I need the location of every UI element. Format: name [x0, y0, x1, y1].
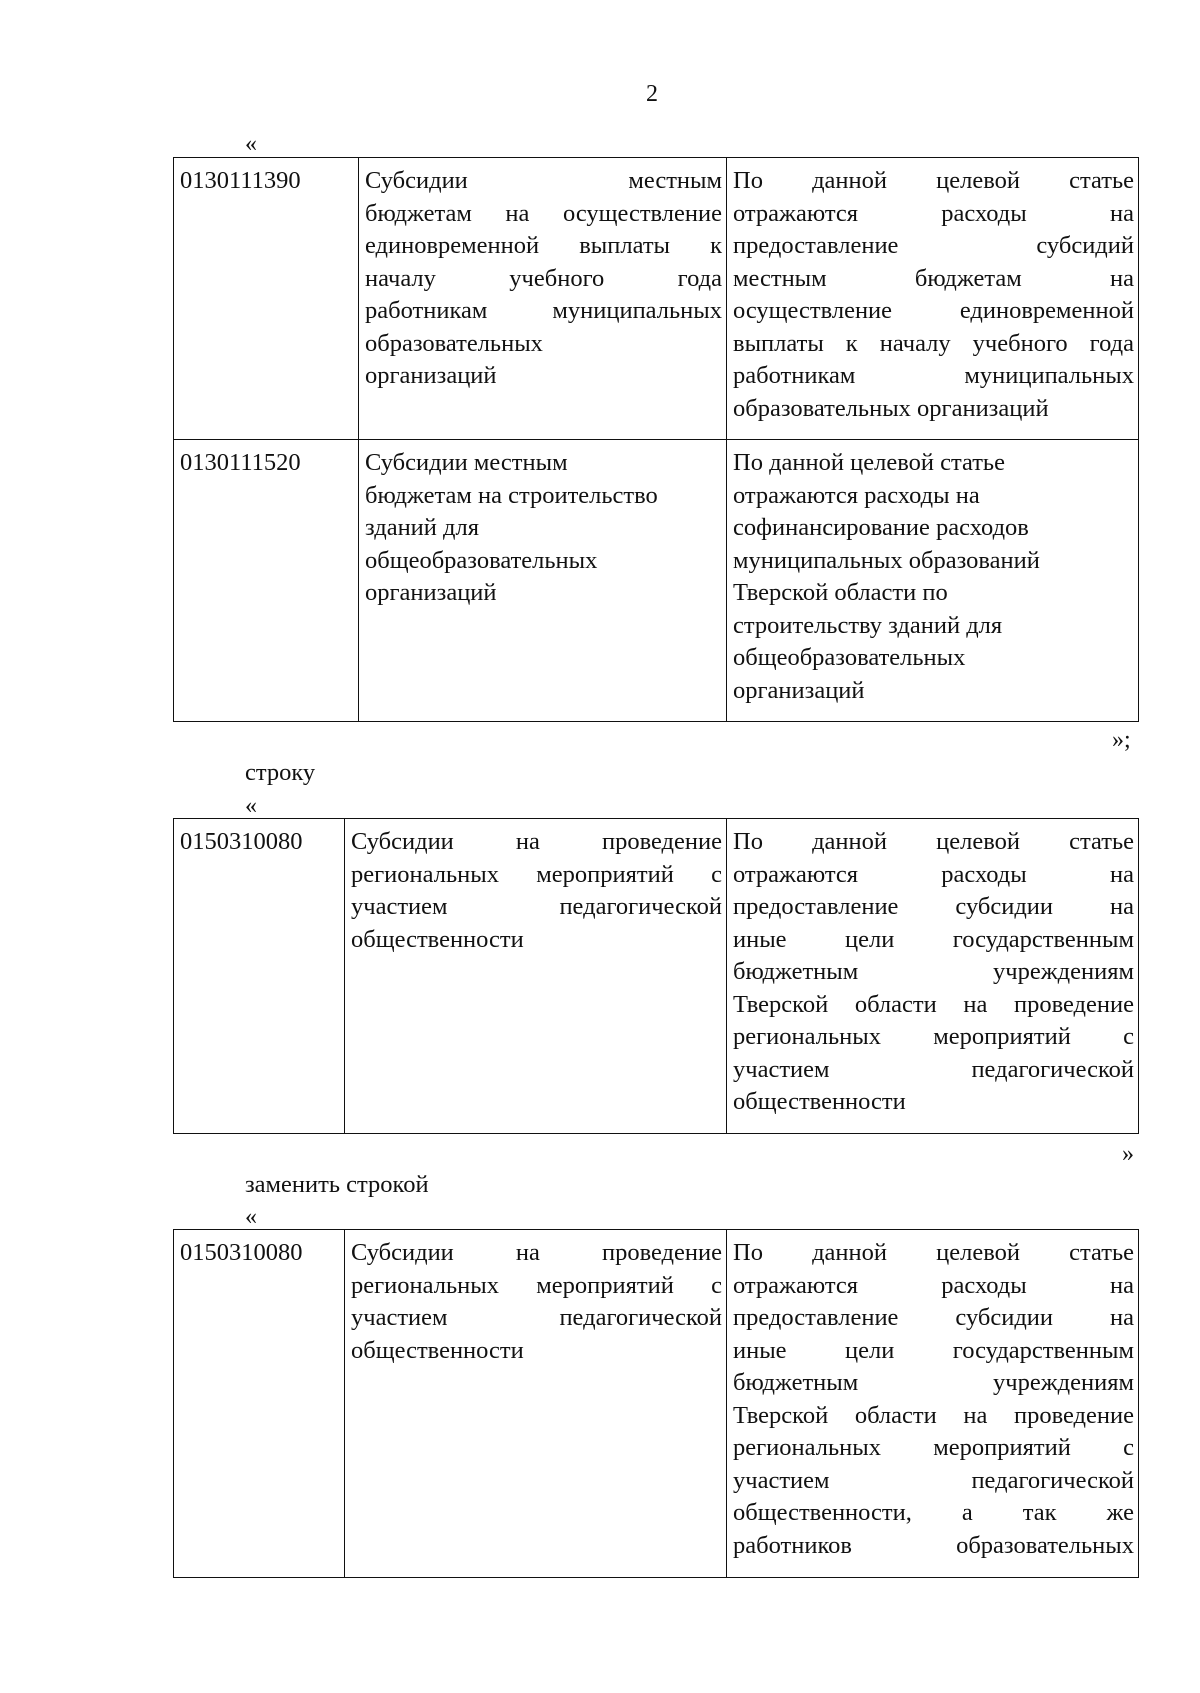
text-line: Субсидии на проведение: [351, 1239, 722, 1266]
text-line: участием педагогической: [351, 1304, 722, 1331]
text-line: муниципальных образований: [733, 546, 1040, 574]
text-line: общественности, а так же: [733, 1499, 1134, 1526]
text-line: отражаются расходы на: [733, 860, 1134, 888]
text-line: началу учебного года: [365, 264, 722, 292]
text-line: бюджетам на осуществление: [365, 199, 722, 227]
instruction-text: заменить строкой: [245, 1171, 429, 1198]
text-line: общественности: [733, 1088, 906, 1115]
text-line: зданий для: [365, 514, 479, 541]
text-line: бюджетным учреждениям: [733, 958, 1134, 985]
opening-quote: «: [245, 793, 257, 819]
text-line: предоставление субсидий: [733, 232, 1134, 259]
text-line: работникам муниципальных: [365, 297, 722, 324]
text-line: организаций: [365, 579, 497, 606]
text-line: общественности: [351, 1336, 524, 1364]
name-cell: [359, 158, 727, 440]
table-row: [174, 158, 1139, 440]
text-line: участием педагогической: [733, 1466, 1134, 1494]
table-row: [174, 819, 1139, 1134]
name-cell: [345, 819, 727, 1134]
text-line: выплаты к началу учебного года: [733, 329, 1134, 357]
text-line: организаций: [365, 362, 497, 389]
text-line: работников образовательных: [733, 1531, 1134, 1559]
text-line: отражаются расходы на: [733, 199, 1134, 227]
text-line: предоставление субсидии на: [733, 1304, 1134, 1331]
text-line: По данной целевой статье: [733, 828, 1134, 855]
description-cell: [727, 158, 1139, 440]
opening-quote: «: [245, 131, 257, 157]
text-line: Субсидии местным: [365, 167, 722, 194]
text-line: По данной целевой статье: [733, 1239, 1134, 1266]
table-row: [174, 440, 1139, 722]
budget-table-3: [173, 1229, 1139, 1578]
opening-quote: «: [245, 1204, 257, 1230]
text-line: общественности: [351, 925, 524, 953]
text-line: образовательных: [365, 329, 543, 357]
text-line: предоставление субсидии на: [733, 893, 1134, 920]
text-line: общеобразовательных: [733, 644, 966, 671]
budget-table-1: [173, 157, 1139, 722]
text-line: общеобразовательных: [365, 546, 598, 574]
text-line: региональных мероприятий с: [351, 860, 722, 888]
text-line: единовременной выплаты к: [365, 232, 722, 259]
budget-table-2: [173, 818, 1139, 1134]
instruction-text: строку: [245, 759, 316, 786]
text-line: участием педагогической: [351, 893, 722, 920]
code-cell: 0150310080: [174, 1230, 345, 1578]
text-line: местным бюджетам на: [733, 264, 1134, 292]
closing-quote: »: [1122, 1141, 1134, 1167]
text-line: бюджетам на строительство: [365, 481, 658, 509]
code-cell: 0130111520: [174, 440, 359, 722]
text-line: По данной целевой статье: [733, 167, 1134, 194]
text-line: образовательных организаций: [733, 394, 1049, 422]
text-line: осуществление единовременной: [733, 297, 1134, 324]
text-line: Тверской области по: [733, 579, 948, 606]
description-cell: [727, 819, 1139, 1134]
text-line: Субсидии на проведение: [351, 828, 722, 855]
text-line: организаций: [733, 676, 865, 704]
description-cell: [727, 440, 1139, 722]
text-line: По данной целевой статье: [733, 449, 1005, 476]
text-line: софинансирование расходов: [733, 514, 1029, 541]
text-line: региональных мероприятий с: [351, 1271, 722, 1299]
text-line: отражаются расходы на: [733, 1271, 1134, 1299]
text-line: работникам муниципальных: [733, 362, 1134, 389]
text-line: Тверской области на проведение: [733, 990, 1134, 1018]
code-cell: 0150310080: [174, 819, 345, 1134]
text-line: бюджетным учреждениям: [733, 1369, 1134, 1396]
page-number: 2: [646, 81, 658, 107]
text-line: Тверской области на проведение: [733, 1401, 1134, 1429]
text-line: региональных мероприятий с: [733, 1434, 1134, 1461]
text-line: участием педагогической: [733, 1055, 1134, 1083]
code-cell: 0130111390: [174, 158, 359, 440]
name-cell: [345, 1230, 727, 1578]
table-row: [174, 1230, 1139, 1578]
name-cell: [359, 440, 727, 722]
text-line: иные цели государственным: [733, 925, 1134, 953]
text-line: иные цели государственным: [733, 1336, 1134, 1364]
text-line: строительству зданий для: [733, 611, 1003, 639]
text-line: региональных мероприятий с: [733, 1023, 1134, 1050]
text-line: Субсидии местным: [365, 449, 568, 476]
description-cell: [727, 1230, 1139, 1578]
closing-quote: »;: [1112, 727, 1131, 753]
text-line: отражаются расходы на: [733, 481, 980, 509]
